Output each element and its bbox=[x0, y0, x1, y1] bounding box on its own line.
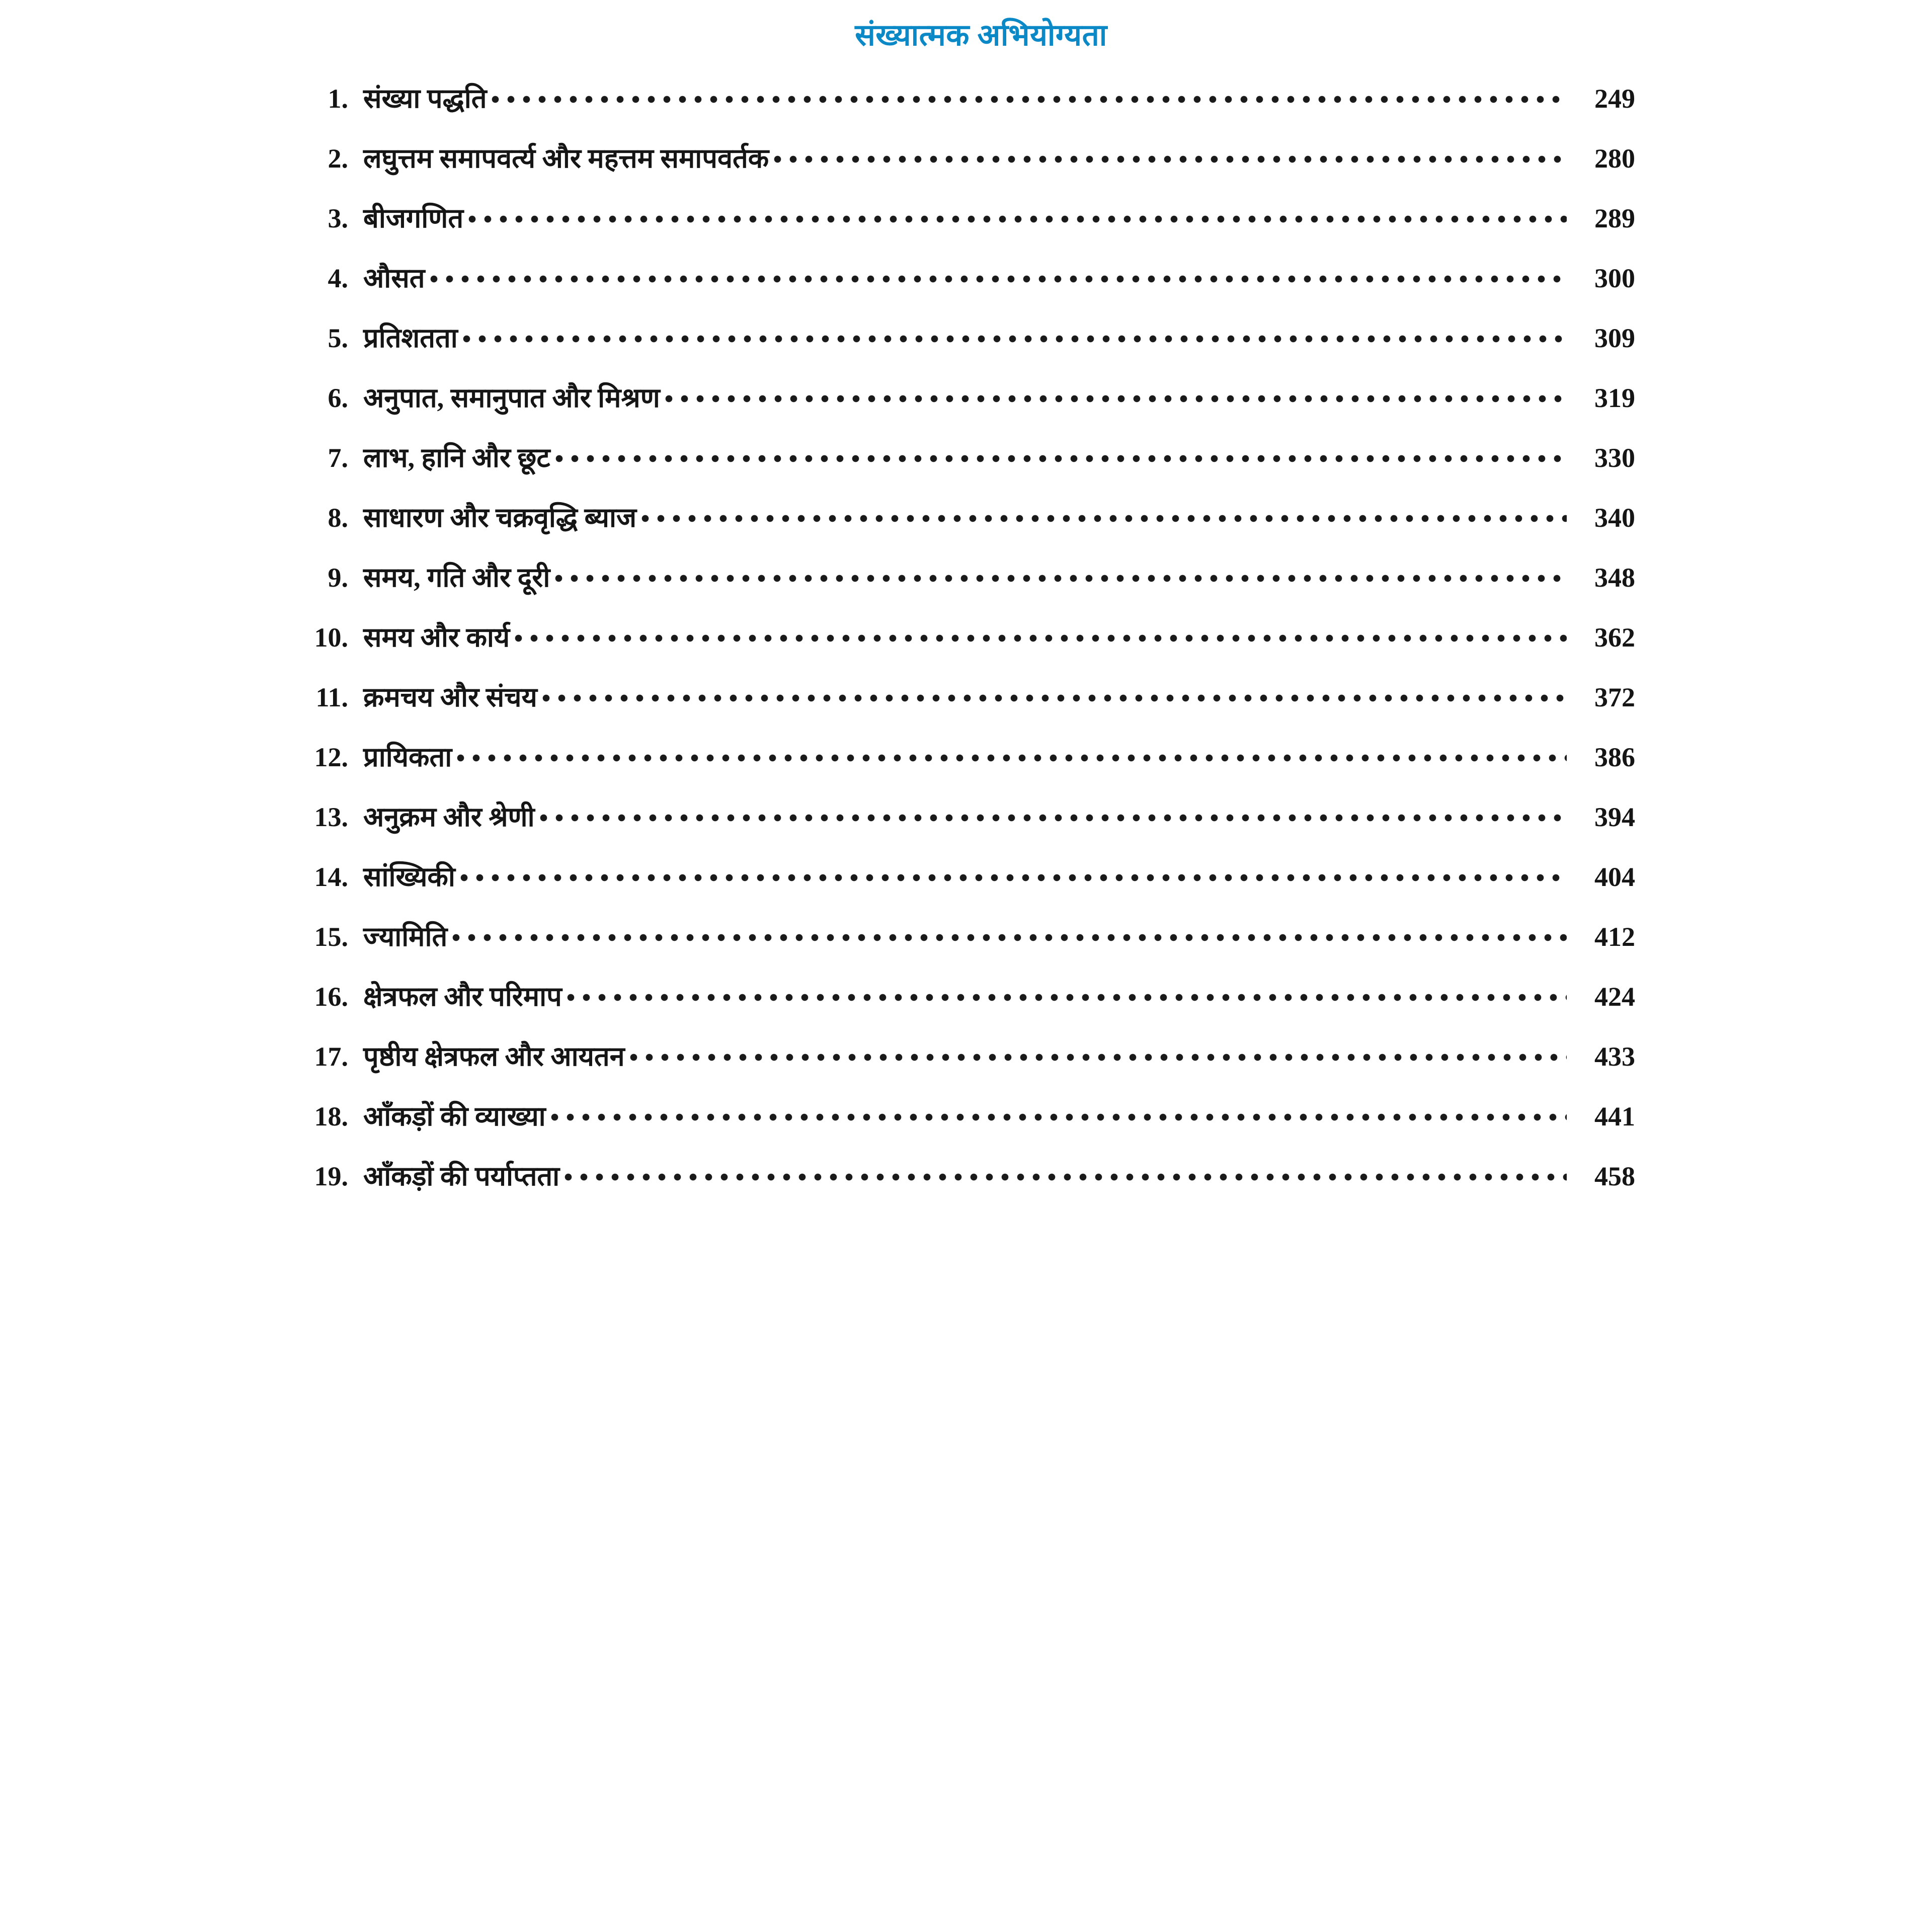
toc-entry-page-number: 424 bbox=[1594, 982, 1635, 1012]
toc-entry[interactable] bbox=[302, 380, 1635, 440]
toc-entry-number: 19. bbox=[314, 1161, 348, 1191]
toc-entry[interactable] bbox=[302, 80, 1635, 140]
toc-entry-page-number: 362 bbox=[1594, 622, 1635, 653]
toc-entry-title[interactable]: आँकड़ों की पर्याप्तता bbox=[363, 1161, 560, 1191]
toc-entry-page-number: 458 bbox=[1594, 1161, 1635, 1191]
toc-entry[interactable] bbox=[302, 679, 1635, 739]
dot-leader bbox=[460, 859, 1567, 886]
table-of-contents-list bbox=[302, 80, 1635, 1218]
toc-entry[interactable] bbox=[302, 1158, 1635, 1218]
toc-entry-number: 9. bbox=[328, 562, 348, 593]
toc-entry-page-number: 348 bbox=[1594, 562, 1635, 593]
toc-entry-number: 10. bbox=[314, 622, 348, 653]
dot-leader bbox=[463, 320, 1567, 347]
toc-entry-page-number: 340 bbox=[1594, 503, 1635, 533]
toc-entry[interactable] bbox=[302, 1098, 1635, 1158]
dot-leader bbox=[567, 979, 1567, 1006]
toc-entry-number: 7. bbox=[328, 443, 348, 473]
toc-entry[interactable] bbox=[302, 140, 1635, 200]
toc-entry-number: 18. bbox=[314, 1101, 348, 1132]
toc-entry[interactable] bbox=[302, 739, 1635, 799]
toc-entry-page-number: 433 bbox=[1594, 1041, 1635, 1072]
toc-entry-title[interactable]: अनुक्रम और श्रेणी bbox=[363, 802, 535, 832]
toc-entry-title[interactable]: प्रायिकता bbox=[363, 742, 452, 772]
toc-entry-title[interactable]: सांख्यिकी bbox=[363, 862, 455, 892]
dot-leader bbox=[555, 440, 1567, 467]
toc-entry-title[interactable]: बीजगणित bbox=[363, 203, 464, 233]
dot-leader bbox=[565, 1158, 1567, 1185]
toc-entry-number: 13. bbox=[314, 802, 348, 832]
toc-entry-title[interactable]: ज्यामिति bbox=[363, 922, 448, 952]
toc-entry-title[interactable]: लघुत्तम समापवर्त्य और महत्तम समापवर्तक bbox=[363, 143, 769, 174]
toc-entry-title[interactable]: क्षेत्रफल और परिमाप bbox=[363, 982, 562, 1012]
dot-leader bbox=[457, 739, 1567, 766]
toc-entry[interactable] bbox=[302, 1038, 1635, 1098]
toc-entry-title[interactable]: साधारण और चक्रवृद्धि ब्याज bbox=[363, 503, 637, 533]
toc-entry-title[interactable]: लाभ, हानि और छूट bbox=[363, 443, 550, 473]
dot-leader bbox=[452, 919, 1567, 946]
toc-entry-title[interactable]: समय और कार्य bbox=[363, 622, 510, 653]
toc-entry-title[interactable]: संख्या पद्धति bbox=[363, 84, 487, 114]
toc-entry-number: 15. bbox=[314, 922, 348, 952]
toc-entry-page-number: 386 bbox=[1594, 742, 1635, 772]
dot-leader bbox=[430, 260, 1567, 287]
dot-leader bbox=[492, 80, 1567, 108]
toc-entry[interactable] bbox=[302, 799, 1635, 859]
toc-entry[interactable] bbox=[302, 859, 1635, 919]
toc-entry[interactable] bbox=[302, 320, 1635, 380]
toc-entry-page-number: 372 bbox=[1594, 682, 1635, 712]
toc-entry[interactable] bbox=[302, 559, 1635, 619]
toc-entry-page-number: 300 bbox=[1594, 263, 1635, 293]
dot-leader bbox=[630, 1038, 1567, 1066]
dot-leader bbox=[515, 619, 1567, 647]
toc-entry-page-number: 309 bbox=[1594, 323, 1635, 353]
toc-entry[interactable] bbox=[302, 979, 1635, 1038]
toc-entry-number: 14. bbox=[314, 862, 348, 892]
toc-entry-title[interactable]: पृष्ठीय क्षेत्रफल और आयतन bbox=[363, 1041, 625, 1072]
toc-entry-number: 12. bbox=[314, 742, 348, 772]
toc-entry-page-number: 441 bbox=[1594, 1101, 1635, 1132]
toc-entry-number: 16. bbox=[314, 982, 348, 1012]
dot-leader bbox=[774, 140, 1567, 168]
toc-entry-number: 17. bbox=[314, 1041, 348, 1072]
toc-entry[interactable] bbox=[302, 440, 1635, 500]
toc-entry-number: 5. bbox=[328, 323, 348, 353]
dot-leader bbox=[551, 1098, 1567, 1125]
toc-entry[interactable] bbox=[302, 500, 1635, 559]
toc-entry-page-number: 289 bbox=[1594, 203, 1635, 233]
toc-entry-number: 1. bbox=[328, 84, 348, 114]
page-title: संख्यात्मक अभियोग्यता bbox=[855, 19, 1107, 52]
dot-leader bbox=[555, 559, 1567, 587]
toc-entry-number: 3. bbox=[328, 203, 348, 233]
toc-entry-title[interactable]: औसत bbox=[363, 263, 425, 293]
toc-entry-title[interactable]: प्रतिशतता bbox=[363, 323, 458, 353]
toc-entry-page-number: 280 bbox=[1594, 143, 1635, 174]
toc-entry-page-number: 319 bbox=[1594, 383, 1635, 413]
toc-entry-number: 8. bbox=[328, 503, 348, 533]
dot-leader bbox=[540, 799, 1567, 826]
toc-entry-number: 6. bbox=[328, 383, 348, 413]
toc-entry-page-number: 249 bbox=[1594, 84, 1635, 114]
toc-entry-number: 11. bbox=[315, 682, 348, 712]
dot-leader bbox=[542, 679, 1567, 706]
toc-entry-number: 4. bbox=[328, 263, 348, 293]
toc-entry[interactable] bbox=[302, 260, 1635, 320]
toc-entry-number: 2. bbox=[328, 143, 348, 174]
toc-entry-title[interactable]: समय, गति और दूरी bbox=[363, 562, 550, 593]
toc-entry-page-number: 330 bbox=[1594, 443, 1635, 473]
toc-entry[interactable] bbox=[302, 919, 1635, 979]
toc-entry-page-number: 404 bbox=[1594, 862, 1635, 892]
toc-entry-title[interactable]: आँकड़ों की व्याख्या bbox=[363, 1101, 546, 1132]
dot-leader bbox=[468, 200, 1567, 227]
toc-entry[interactable] bbox=[302, 200, 1635, 260]
dot-leader bbox=[665, 380, 1567, 407]
dot-leader bbox=[641, 500, 1567, 527]
toc-entry-title[interactable]: क्रमचय और संचय bbox=[363, 682, 537, 712]
toc-entry-page-number: 394 bbox=[1594, 802, 1635, 832]
toc-entry-page-number: 412 bbox=[1594, 922, 1635, 952]
toc-entry[interactable] bbox=[302, 619, 1635, 679]
toc-entry-title[interactable]: अनुपात, समानुपात और मिश्रण bbox=[363, 383, 660, 413]
